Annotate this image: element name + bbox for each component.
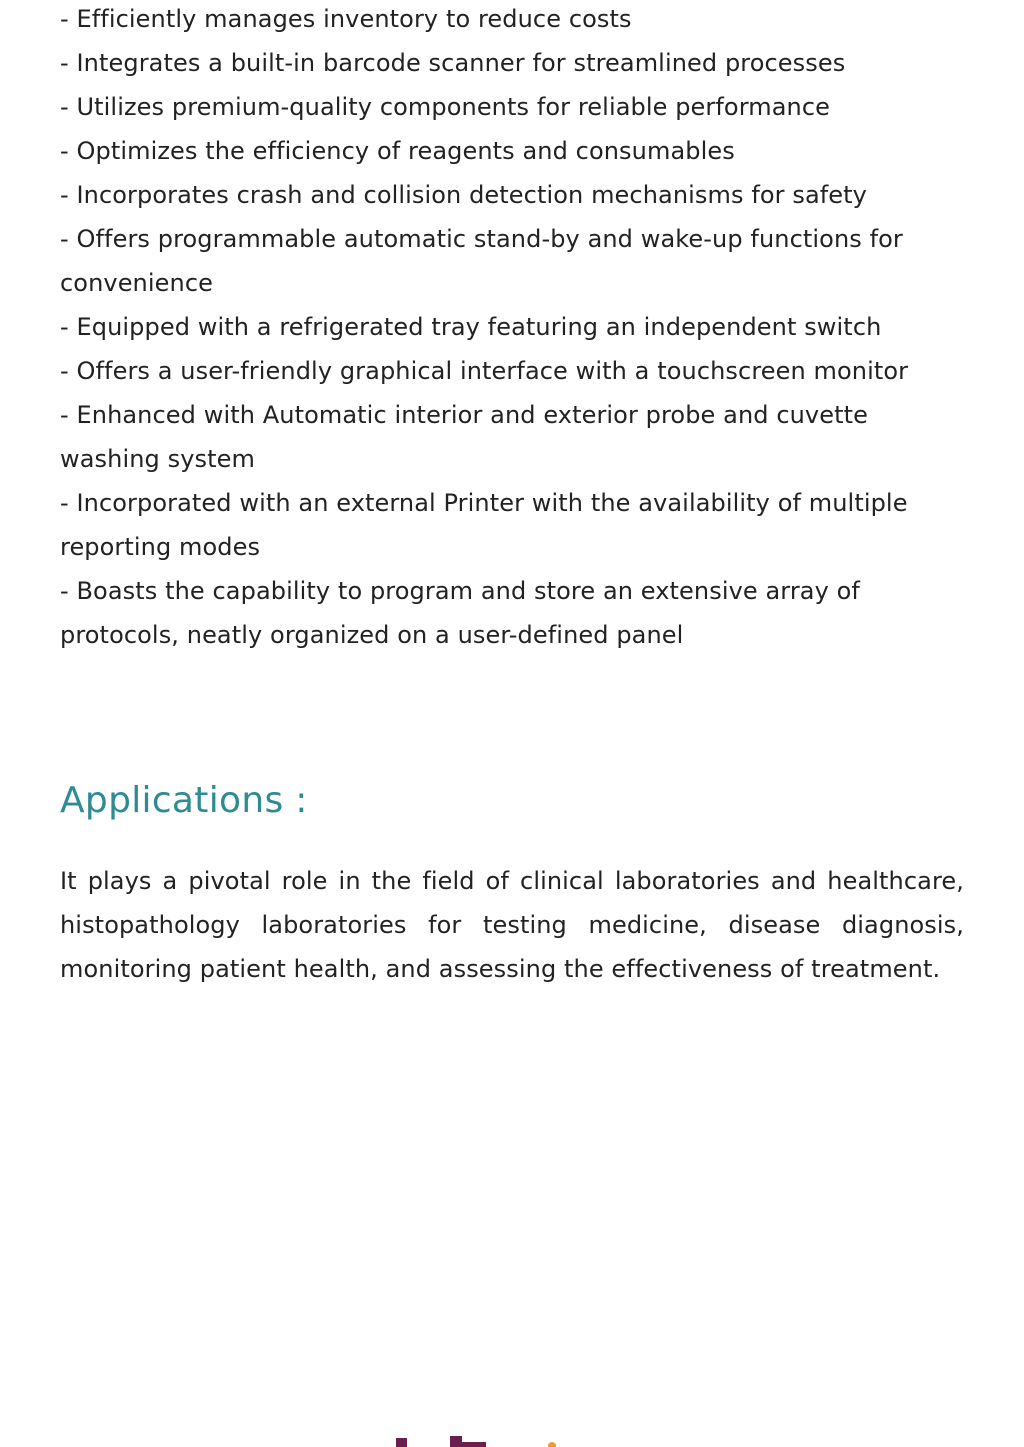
features-list [60,0,964,657]
feature-item: - Equipped with a refrigerated tray featuring an independent switch [60,313,882,341]
feature-item: - Optimizes the efficiency of reagents and consumables [60,137,735,165]
feature-item: - Enhanced with Automatic interior and exterior probe and cuvette washing system [60,401,868,473]
document-page [60,0,964,983]
feature-item: - Offers programmable automatic stand-by and wake-up functions for convenience [60,225,903,297]
applications-paragraph: It plays a pivotal role in the field of clinical laboratories and healthcare, histopathology laboratories for testing medicine, disease diagnosis, monitoring patient health, and assessing the effectiveness of treatment. [60,867,964,983]
company-logo [396,1434,576,1447]
feature-item: - Efficiently manages inventory to reduce costs [60,5,632,33]
feature-item: - Offers a user-friendly graphical interface with a touchscreen monitor [60,357,909,385]
feature-item: - Incorporates crash and collision detection mechanisms for safety [60,181,867,209]
feature-item: - Incorporated with an external Printer with the availability of multiple reporting modes [60,489,908,561]
feature-item: - Boasts the capability to program and store an extensive array of protocols, neatly organized on a user-defined panel [60,577,860,649]
applications-heading: Applications : [60,780,308,821]
feature-item: - Utilizes premium-quality components for reliable performance [60,93,831,121]
feature-item: - Integrates a built-in barcode scanner for streamlined processes [60,49,846,77]
